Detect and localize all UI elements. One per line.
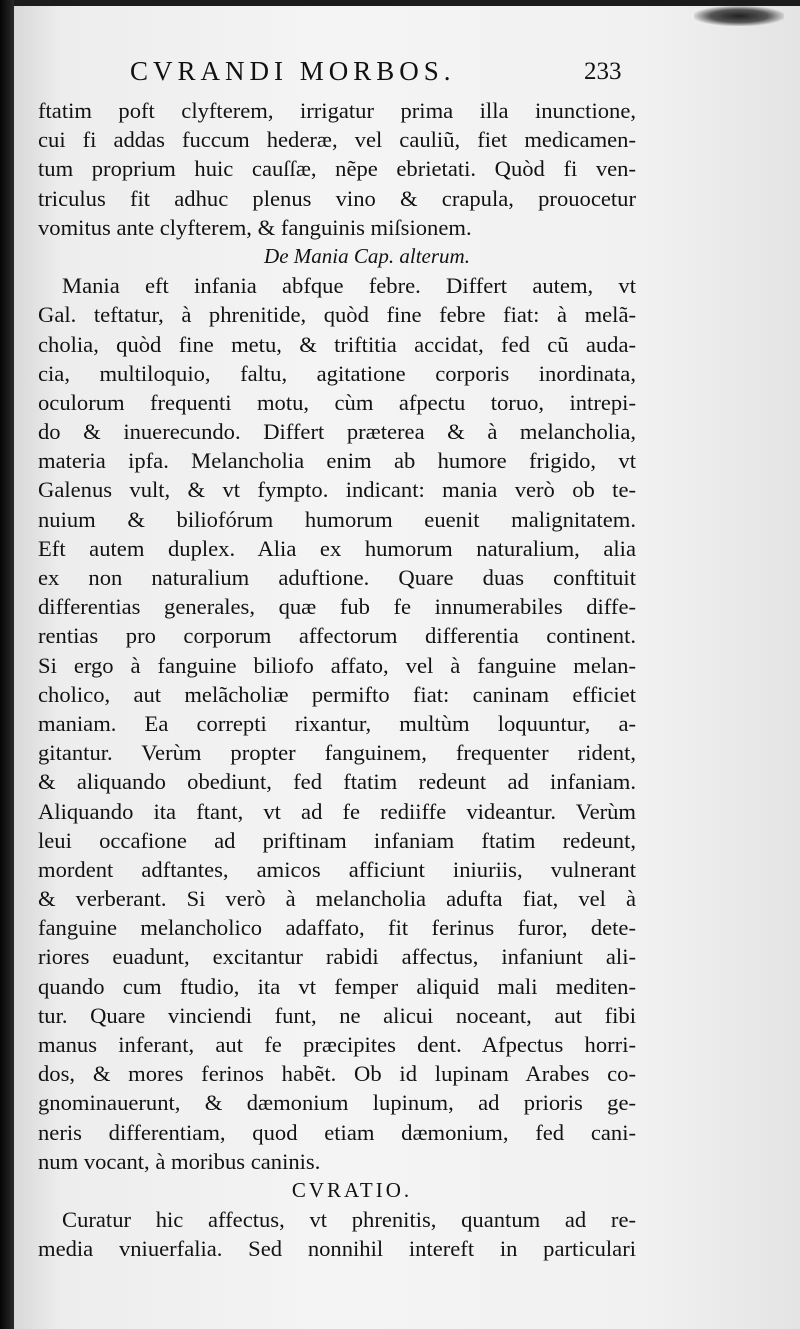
text-line: Eft autem duplex. Alia ex humorum naturalium, alia <box>38 535 636 561</box>
text-line: Si ergo à fanguine biliofo affato, vel à fanguine melan- <box>38 652 636 678</box>
text-line: triculus fit adhuc plenus vino & crapula, prouocetur <box>38 185 636 211</box>
running-title: CVRANDI MORBOS. <box>130 56 456 86</box>
text-line: quando cum ftudio, ita vt femper aliquid mali mediten- <box>38 973 636 999</box>
text-line: mordent adftantes, amicos afficiunt iniuriis, vulnerant <box>38 856 636 882</box>
text-line: ex non naturalium aduftione. Quare duas conftituit <box>38 565 636 590</box>
text-line: Gal. teftatur, à phrenitide, quòd fine febre fiat: à melã- <box>38 302 636 328</box>
text-line: neris differentiam, quod etiam dæmonium, fed cani- <box>38 1119 636 1145</box>
section-heading: CVRATIO. <box>291 1177 413 1202</box>
text-line: tum proprium huic cauſſæ, nẽpe ebrietati. Quòd fi ven- <box>38 156 636 182</box>
text-line: riores euadunt, excitantur rabidi affectus, infaniunt ali- <box>38 944 636 970</box>
text-line: ftatim poft clyfterem, irrigatur prima illa inunctione, <box>38 98 636 123</box>
text-line: leui occafione ad priftinam infaniam ftatim redeunt, <box>38 827 636 853</box>
text-line: dos, & mores ferinos habẽt. Ob id lupinam Arabes co- <box>38 1061 636 1087</box>
text-line: cui fi addas fuccum hederæ, vel cauliũ, fiet medicamen- <box>38 127 636 153</box>
text-line: differentias generales, quæ fub fe innumerabiles diffe- <box>38 594 636 620</box>
text-line: cia, multiloquio, faltu, agitatione corporis inordinata, <box>38 360 636 386</box>
text-line: Galenus vult, & vt fympto. indicant: mania verò ob te- <box>38 477 636 503</box>
ink-blot <box>694 6 784 26</box>
text-line: Mania eft infania abfque febre. Differt autem, vt <box>62 273 636 299</box>
text-line: & verberant. Si verò à melancholia adufta fiat, vel à <box>38 886 636 912</box>
text-line: gnominauerunt, & dæmonium lupinum, ad prioris ge- <box>38 1090 636 1116</box>
text-line: vomitus ante clyfterem, & fanguinis miſsionem. <box>38 214 472 240</box>
text-line: do & inuerecundo. Differt præterea & à melancholia, <box>38 419 636 445</box>
text-line: nuium & biliofórum humorum euenit malignitatem. <box>38 506 636 532</box>
text-line: Aliquando ita ftant, vt ad fe rediiffe videantur. Verùm <box>38 798 636 824</box>
text-line: gitantur. Verùm propter fanguinem, frequenter rident, <box>38 740 636 766</box>
text-line: materia ipfa. Melancholia enim ab humore frigido, vt <box>38 448 636 474</box>
text-line: rentias pro corporum affectorum differentia continent. <box>38 623 636 649</box>
text-line: Curatur hic affectus, vt phrenitis, quantum ad re- <box>62 1207 636 1233</box>
text-line: media vniuerfalia. Sed nonnihil intereft in particulari <box>38 1236 636 1262</box>
text-line: manus inferant, aut fe præcipites dent. Afpectus horri- <box>38 1032 636 1057</box>
text-line: tur. Quare vinciendi funt, ne alicui noceant, aut fibi <box>38 1002 636 1028</box>
page-number: 233 <box>584 58 622 85</box>
text-line: cholia, quòd fine metu, & triftitia accidat, fed cũ auda- <box>38 331 636 357</box>
text-line: fanguine melancholico adaffato, fit ferinus furor, dete- <box>38 915 636 941</box>
page-header <box>14 56 800 96</box>
body-text <box>38 96 636 1264</box>
text-line: num vocant, à moribus caninis. <box>38 1148 321 1174</box>
text-line: & aliquando obediunt, fed ftatim redeunt ad infaniam. <box>38 769 636 795</box>
text-line: oculorum frequenti motu, cùm afpectu toruo, intrepi- <box>38 389 636 415</box>
text-line: cholico, aut melãcholiæ permifto fiat: caninam efficiet <box>38 681 636 707</box>
book-page <box>14 6 800 1329</box>
section-heading: De Mania Cap. alterum. <box>264 243 470 268</box>
book-gutter <box>0 0 14 1329</box>
text-line: maniam. Ea correpti rixantur, multùm loquuntur, a- <box>38 710 636 736</box>
